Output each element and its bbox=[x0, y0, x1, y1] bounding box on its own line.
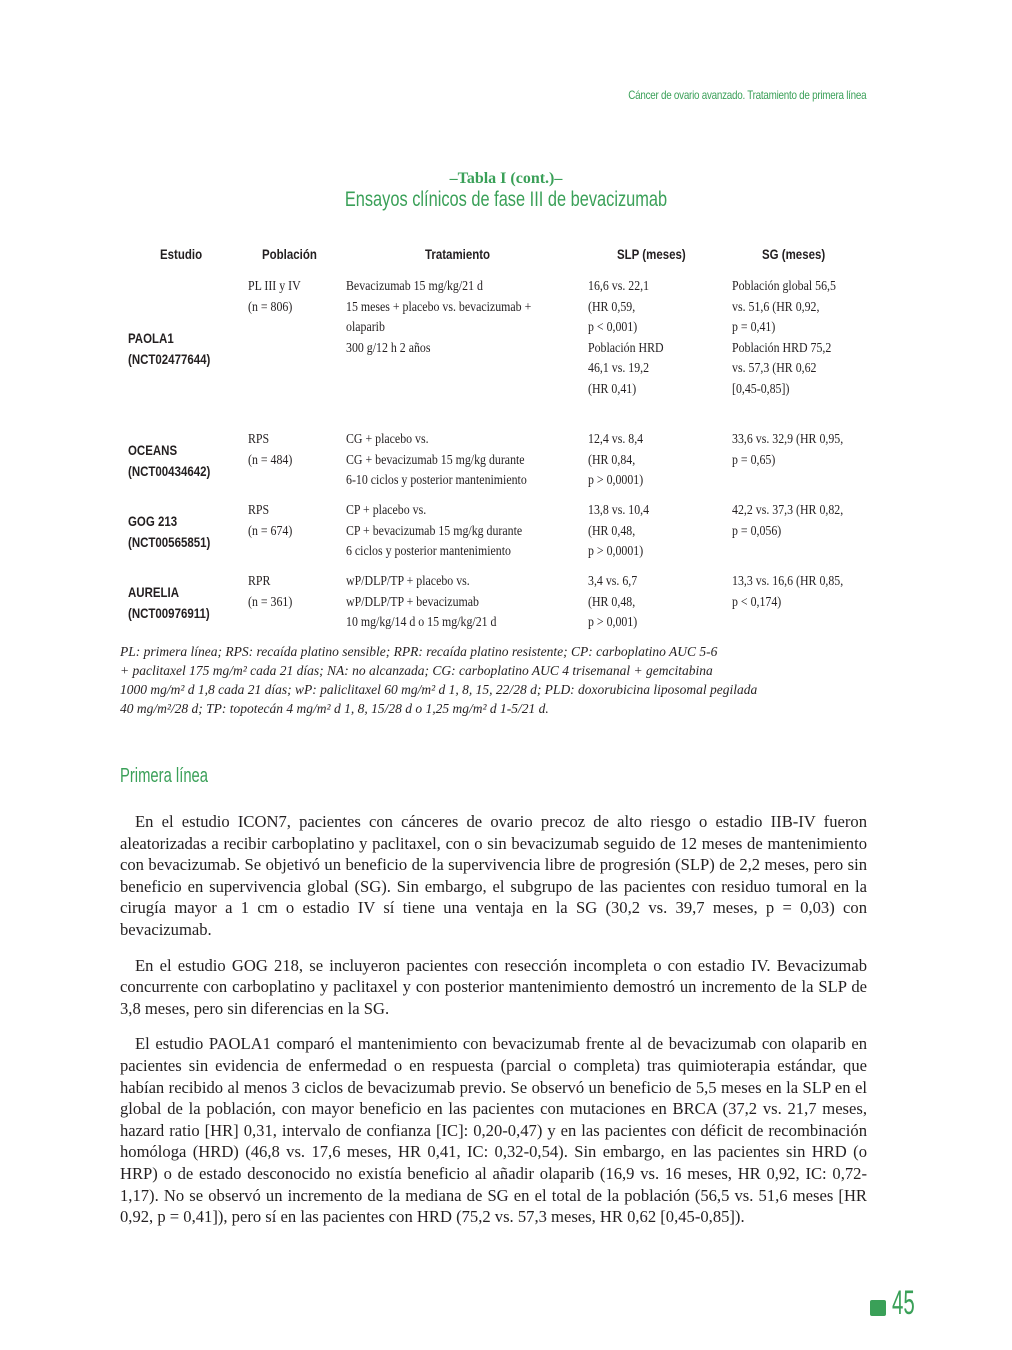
population-cell bbox=[248, 500, 292, 541]
cell-line: RPR bbox=[248, 573, 271, 588]
table-footnote bbox=[120, 642, 880, 718]
cell-line: 6-10 ciclos y posterior mantenimiento bbox=[346, 472, 527, 487]
cell-line: 13,3 vs. 16,6 (HR 0,85, bbox=[732, 573, 844, 588]
cell-line: wP/DLP/TP + bevacizumab bbox=[346, 593, 479, 609]
footnote-line: 40 mg/m²/28 d; TP: topotecán 4 mg/m² d 1, 8, 15/28 d o 1,25 mg/m² d 1-5/21 d. bbox=[120, 701, 549, 716]
page-number bbox=[870, 1284, 930, 1323]
table-caption-label: –Tabla I (cont.)– bbox=[449, 170, 563, 187]
study-id: (NCT02477644) bbox=[128, 351, 211, 367]
sg-cell bbox=[732, 429, 843, 470]
cell-line: wP/DLP/TP + placebo vs. bbox=[346, 573, 470, 588]
column-header-slp: SLP (meses) bbox=[617, 246, 686, 262]
cell-line: 3,4 vs. 6,7 bbox=[588, 573, 638, 588]
cell-line: vs. 57,3 (HR 0,62 bbox=[732, 360, 817, 375]
treatment-cell bbox=[346, 429, 527, 491]
table-caption bbox=[0, 170, 1012, 212]
cell-line: vs. 51,6 (HR 0,92, bbox=[732, 298, 820, 314]
cell-line: 12,4 vs. 8,4 bbox=[588, 431, 644, 446]
cell-line: olaparib bbox=[346, 319, 385, 334]
study-name bbox=[128, 511, 210, 553]
cell-line: 33,6 vs. 32,9 (HR 0,95, bbox=[732, 431, 844, 446]
cell-line: 13,8 vs. 10,4 bbox=[588, 502, 650, 517]
study-label: OCEANS bbox=[128, 442, 178, 458]
study-id: (NCT00434642) bbox=[128, 463, 211, 479]
table-caption-title: Ensayos clínicos de fase III de bevacizumab bbox=[344, 188, 668, 211]
study-label: PAOLA1 bbox=[128, 330, 174, 346]
footnote-line: PL: primera línea; RPS: recaída platino sensible; RPR: recaída platino resistente; CP: carboplatino AUC 5-6 bbox=[120, 644, 718, 659]
cell-line: (n = 674) bbox=[248, 522, 293, 538]
cell-line: CG + bevacizumab 15 mg/kg durante bbox=[346, 451, 525, 467]
cell-line: p < 0,001) bbox=[588, 319, 638, 334]
square-bullet-icon bbox=[870, 1300, 886, 1316]
footnote-line: 1000 mg/m² d 1,8 cada 21 días; wP: paliclitaxel 60 mg/m² d 1, 8, 15, 22/28 d; PLD: doxorubicina liposomal pegilada bbox=[120, 682, 758, 697]
column-header-treatment: Tratamiento bbox=[425, 246, 491, 262]
cell-line: 16,6 vs. 22,1 bbox=[588, 278, 650, 293]
cell-line: Bevacizumab 15 mg/kg/21 d bbox=[346, 278, 483, 293]
treatment-cell bbox=[346, 500, 522, 562]
cell-line: (HR 0,84, bbox=[588, 451, 636, 467]
population-cell bbox=[248, 571, 292, 612]
sg-cell bbox=[732, 500, 843, 541]
cell-line: p = 0,41) bbox=[732, 319, 776, 334]
column-header-sg: SG (meses) bbox=[762, 246, 826, 262]
sg-cell bbox=[732, 571, 843, 612]
footnote-line: + paclitaxel 175 mg/m² cada 21 días; NA: no alcanzada; CG: carboplatino AUC 4 trisemanal + gemcitabina bbox=[120, 663, 713, 678]
running-header: Cáncer de ovario avanzado. Tratamiento de primera línea bbox=[627, 88, 866, 102]
cell-line: p > 0,001) bbox=[588, 614, 638, 629]
slp-cell bbox=[588, 429, 643, 491]
study-name bbox=[128, 582, 210, 624]
cell-line: 300 g/12 h 2 años bbox=[346, 339, 431, 355]
cell-line: Población HRD 75,2 bbox=[732, 339, 832, 355]
cell-line: CP + placebo vs. bbox=[346, 502, 427, 517]
cell-line: (HR 0,41) bbox=[588, 380, 637, 396]
cell-line: 10 mg/kg/14 d o 15 mg/kg/21 d bbox=[346, 614, 497, 629]
cell-line: 46,1 vs. 19,2 bbox=[588, 360, 650, 375]
cell-line: (HR 0,48, bbox=[588, 522, 636, 538]
study-name bbox=[128, 440, 210, 482]
slp-cell bbox=[588, 500, 649, 562]
cell-line: Población global 56,5 bbox=[732, 278, 836, 293]
cell-line: Población HRD bbox=[588, 339, 664, 355]
treatment-cell bbox=[346, 571, 496, 633]
cell-line: 15 meses + placebo vs. bevacizumab + bbox=[346, 298, 532, 314]
cell-line: p = 0,65) bbox=[732, 451, 776, 467]
slp-cell bbox=[588, 571, 637, 633]
sg-cell bbox=[732, 276, 836, 399]
slp-cell bbox=[588, 276, 664, 399]
population-cell bbox=[248, 276, 301, 317]
cell-line: (n = 361) bbox=[248, 593, 293, 609]
page-number-label: 45 bbox=[892, 1284, 915, 1322]
paragraph: En el estudio GOG 218, se incluyeron pacientes con resección incompleta o con estadio IV. Bevacizumab concurrente con carboplatino y paclitaxel y con posterior mantenimiento demostró un incremento de la SLP de 3,8 meses, pero sin diferencias en la SG. bbox=[120, 955, 867, 1018]
cell-line: (n = 484) bbox=[248, 451, 293, 467]
population-cell bbox=[248, 429, 292, 470]
section-title: Primera línea bbox=[120, 765, 209, 787]
cell-line: CP + bevacizumab 15 mg/kg durante bbox=[346, 522, 523, 538]
study-label: AURELIA bbox=[128, 584, 180, 600]
cell-line: p < 0,174) bbox=[732, 593, 782, 609]
cell-line: p > 0,0001) bbox=[588, 543, 644, 558]
body-text bbox=[120, 811, 867, 1242]
cell-line: RPS bbox=[248, 502, 270, 517]
column-header-study: Estudio bbox=[160, 246, 203, 262]
study-label: GOG 213 bbox=[128, 513, 178, 529]
cell-line: (n = 806) bbox=[248, 298, 293, 314]
study-name bbox=[128, 328, 210, 370]
cell-line: 42,2 vs. 37,3 (HR 0,82, bbox=[732, 502, 844, 517]
cell-line: PL III y IV bbox=[248, 278, 301, 293]
study-id: (NCT00976911) bbox=[128, 605, 210, 621]
cell-line: p > 0,0001) bbox=[588, 472, 644, 487]
cell-line: [0,45-0,85]) bbox=[732, 380, 790, 396]
cell-line: (HR 0,48, bbox=[588, 593, 636, 609]
cell-line: RPS bbox=[248, 431, 270, 446]
column-header-population: Población bbox=[262, 246, 317, 262]
paragraph: El estudio PAOLA1 comparó el mantenimiento con bevacizumab frente al de bevacizumab con olaparib en pacientes sin evidencia de enfermedad o en respuesta (parcial o completa) tras quimioterapia estándar, que habían recibido al menos 3 ciclos de bevacizumab previo. Se observó un beneficio de 5,5 meses en la SLP en el global de la población, con mayor beneficio en las pacientes con mutaciones en BRCA (37,2 vs. 21,7 meses, hazard ratio [HR] 0,31, intervalo de confianza [IC]: 0,20-0,47) y en las pacientes con déficit de recombinación homóloga (HRD) (46,8 vs. 17,6 meses, HR 0,41, IC: 0,32-0,54). Sin embargo, en las pacientes sin HRD (o HRP) o de estado desconocido no existía beneficio al añadir olaparib (16,9 vs. 16 meses, HR 0,92, IC: 0,72-1,17). No se observó un incremento de la mediana de SG en el total de la población (56,5 vs. 51,6 meses [HR 0,92, p = 0,41]), pero sí en las pacientes con HRD (75,2 vs. 57,3 meses, HR 0,62 [0,45-0,85]). bbox=[120, 1034, 867, 1227]
study-id: (NCT00565851) bbox=[128, 534, 211, 550]
paragraph: En el estudio ICON7, pacientes con cánceres de ovario precoz de alto riesgo o estadio IIB-IV fueron aleatorizadas a recibir carboplatino y paclitaxel, con o sin bevacizumab seguido de 12 meses de mantenimiento con bevacizumab. Se objetivó un beneficio de la supervivencia libre de progresión (SLP) de 2,2 meses, pero sin beneficio en supervivencia global (SG). Sin embargo, el subgrupo de las pacientes con residuo tumoral en la cirugía mayor a 1 cm o estadio IV sí tiene una ventaja en la SG (30,2 vs. 39,7 meses, p = 0,03) con bevacizumab. bbox=[120, 812, 867, 939]
treatment-cell bbox=[346, 276, 531, 358]
cell-line: 6 ciclos y posterior mantenimiento bbox=[346, 543, 511, 558]
cell-line: CG + placebo vs. bbox=[346, 431, 429, 446]
cell-line: (HR 0,59, bbox=[588, 298, 636, 314]
cell-line: p = 0,056) bbox=[732, 522, 782, 538]
